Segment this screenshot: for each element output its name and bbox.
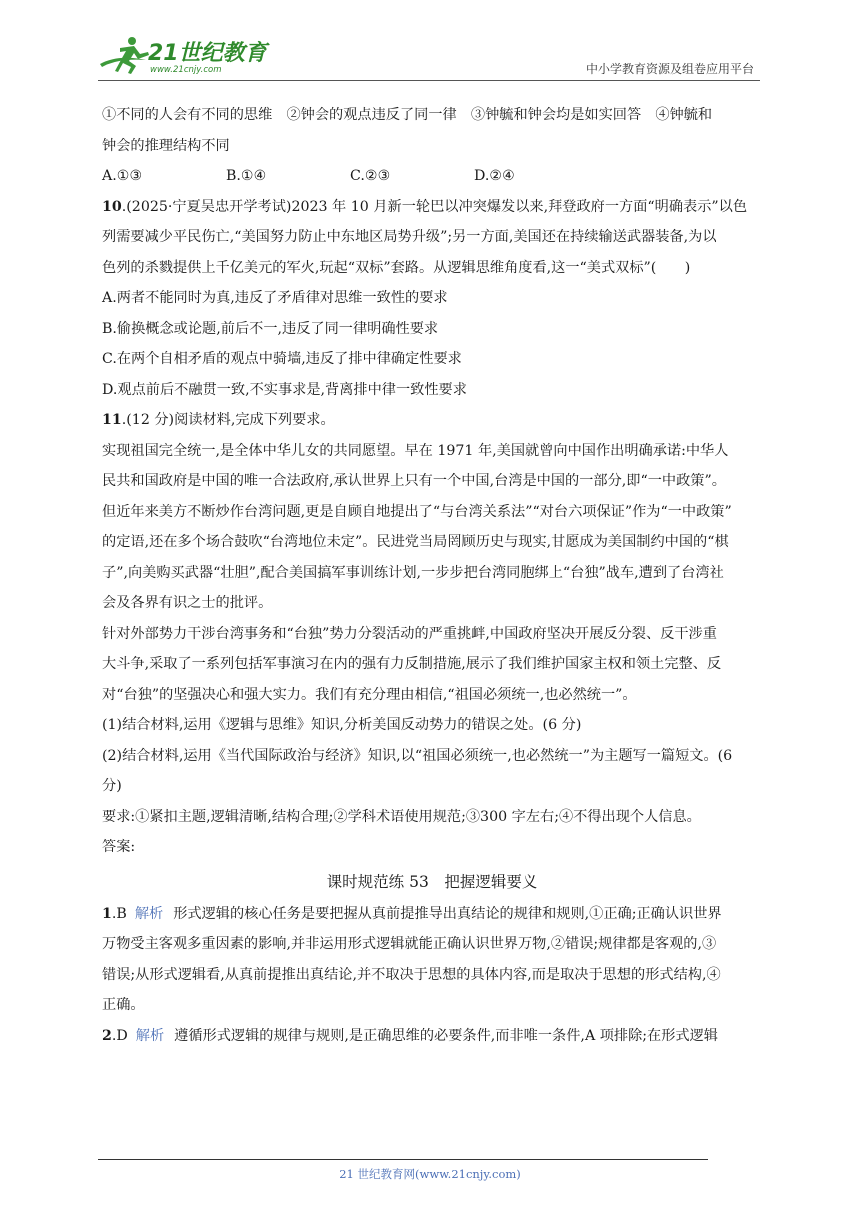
- answer-1-line-3: 错误;从形式逻辑看,从真前提推出真结论,并不取决于思想的具体内容,而是取决于思想的形式结构,④: [102, 966, 721, 983]
- q11-material-2-line-3: 对“台独”的坚强决心和强大实力。我们有充分理由相信,“祖国必须统一,也必然统一”。: [102, 686, 637, 703]
- q9-statements-line-2: 钟会的推理结构不同: [102, 137, 230, 154]
- q11-material-2-line-1: 针对外部势力干涉台湾事务和“台独”势力分裂活动的严重挑衅,中国政府坚决开展反分裂、反干涉重: [102, 625, 717, 642]
- answer-2-choice: .D: [111, 1027, 128, 1044]
- q11-material-1-line-5: 子”,向美购买武器“壮胆”,配合美国搞军事训练计划,一步步把台湾同胞绑上“台独”战车,遭到了台湾社: [102, 564, 724, 581]
- q9-option-c: C.②③: [350, 168, 391, 184]
- answer-1-line-1: 1.B 解析 形式逻辑的核心任务是要把握从真前提推导出真结论的规律和规则,①正确;正确认识世界: [102, 905, 722, 922]
- analysis-tag: 解析: [135, 1027, 165, 1044]
- q11-material-1-line-1: 实现祖国完全统一,是全体中华儿女的共同愿望。早在 1971 年,美国就曾向中国作出明确承诺:中华人: [102, 442, 729, 459]
- q10-option-b: B.偷换概念或论题,前后不一,违反了同一律明确性要求: [102, 320, 439, 337]
- q11-number: 11: [102, 412, 122, 428]
- section-title: 课时规范练 53 把握逻辑要义: [326, 872, 538, 891]
- answer-1-line-4: 正确。: [102, 997, 145, 1013]
- q10-stem-line-3: 色列的杀戮提供上千亿美元的军火,玩起“双标”套路。从逻辑思维角度看,这一“美式双标”( ): [102, 259, 691, 276]
- page-header: [98, 30, 758, 80]
- q9-statements-line-1: ①不同的人会有不同的思维 ②钟会的观点违反了同一律 ③钟毓和钟会均是如实回答 ④钟毓和: [102, 107, 713, 123]
- document-body: [102, 100, 762, 1051]
- q11-requirement-2-line-1: (2)结合材料,运用《当代国际政治与经济》知识,以“祖国必须统一,也必然统一”为主题写一篇短文。(6: [102, 747, 733, 764]
- q11-requirement-2-line-2: 分): [102, 778, 122, 794]
- q11-material-1-line-3: 但近年来美方不断炒作台湾问题,更是自顾自地提出了“与台湾关系法”“对台六项保证”作为“一中政策”: [102, 503, 732, 520]
- logo-21cnjy: [98, 34, 273, 76]
- q11-material-1-line-2: 民共和国政府是中国的唯一合法政府,承认世界上只有一个中国,台湾是中国的一部分,即“一中政策”。: [102, 473, 726, 489]
- q10-number: 10: [102, 198, 122, 215]
- q11-requirement-1: (1)结合材料,运用《逻辑与思维》知识,分析美国反动势力的错误之处。(6 分): [102, 717, 582, 733]
- page-footer: 21 世纪教育网(www.21cnjy.com): [339, 1167, 521, 1181]
- answer-1-line-2: 万物受主客观多重因素的影响,并非运用形式逻辑就能正确认识世界万物,②错误;规律都是客观的,③: [102, 936, 717, 952]
- q10-option-d: D.观点前后不融贯一致,不实事求是,背离排中律一致性要求: [102, 381, 467, 398]
- q10-stem-line-2: 列需要减少平民伤亡,“美国努力防止中东地区局势升级”;另一方面,美国还在持续输送武器装备,为以: [102, 229, 717, 245]
- svg-text:21世纪教育: 21世纪教育: [148, 41, 267, 66]
- q9-option-b: B.①④: [226, 168, 267, 184]
- q10-stem-line-1: 10.(2025·宁夏吴忠开学考试)2023 年 10 月新一轮巴以冲突爆发以来,拜登政府一方面“明确表示”以色: [102, 198, 748, 215]
- q11-material-2-line-2: 大斗争,采取了一系列包括军事演习在内的强有力反制措施,展示了我们维护国家主权和领土完整、反: [102, 656, 722, 672]
- q11-heading: 11.(12 分)阅读材料,完成下列要求。: [102, 412, 335, 428]
- q11-writing-requirement: 要求:①紧扣主题,逻辑清晰,结构合理;②学科术语使用规范;③300 字左右;④不得出现个人信息。: [102, 808, 701, 825]
- answer-2-number: 2: [102, 1027, 112, 1044]
- q9-option-a: A.①③: [102, 168, 143, 184]
- answer-1-choice: .B: [111, 905, 127, 922]
- q10-option-c: C.在两个自相矛盾的观点中骑墙,违反了排中律确定性要求: [102, 351, 462, 367]
- answer-1-number: 1: [102, 905, 112, 922]
- q11-material-1-line-4: 的定语,还在多个场合鼓吹“台湾地位未定”。民进党当局罔顾历史与现实,甘愿成为美国制约中国的“棋: [102, 534, 729, 550]
- answer-2-line-1: 2.D 解析 遵循形式逻辑的规律与规则,是正确思维的必要条件,而非唯一条件,A 项排除;在形式逻辑: [102, 1027, 718, 1044]
- analysis-tag: 解析: [134, 905, 164, 922]
- answer-label: 答案:: [102, 839, 136, 855]
- platform-name: 中小学教育资源及组卷应用平台: [585, 62, 754, 76]
- svg-text:www.21cnjy.com: www.21cnjy.com: [150, 65, 222, 75]
- q11-material-1-line-6: 会及各界有识之士的批评。: [102, 595, 273, 611]
- q9-options: [102, 161, 762, 192]
- footer-divider: [98, 1159, 708, 1160]
- q9-option-d: D.②④: [474, 168, 515, 184]
- q10-option-a: A.两者不能同时为真,违反了矛盾律对思维一致性的要求: [102, 290, 448, 306]
- header-divider: [98, 80, 760, 81]
